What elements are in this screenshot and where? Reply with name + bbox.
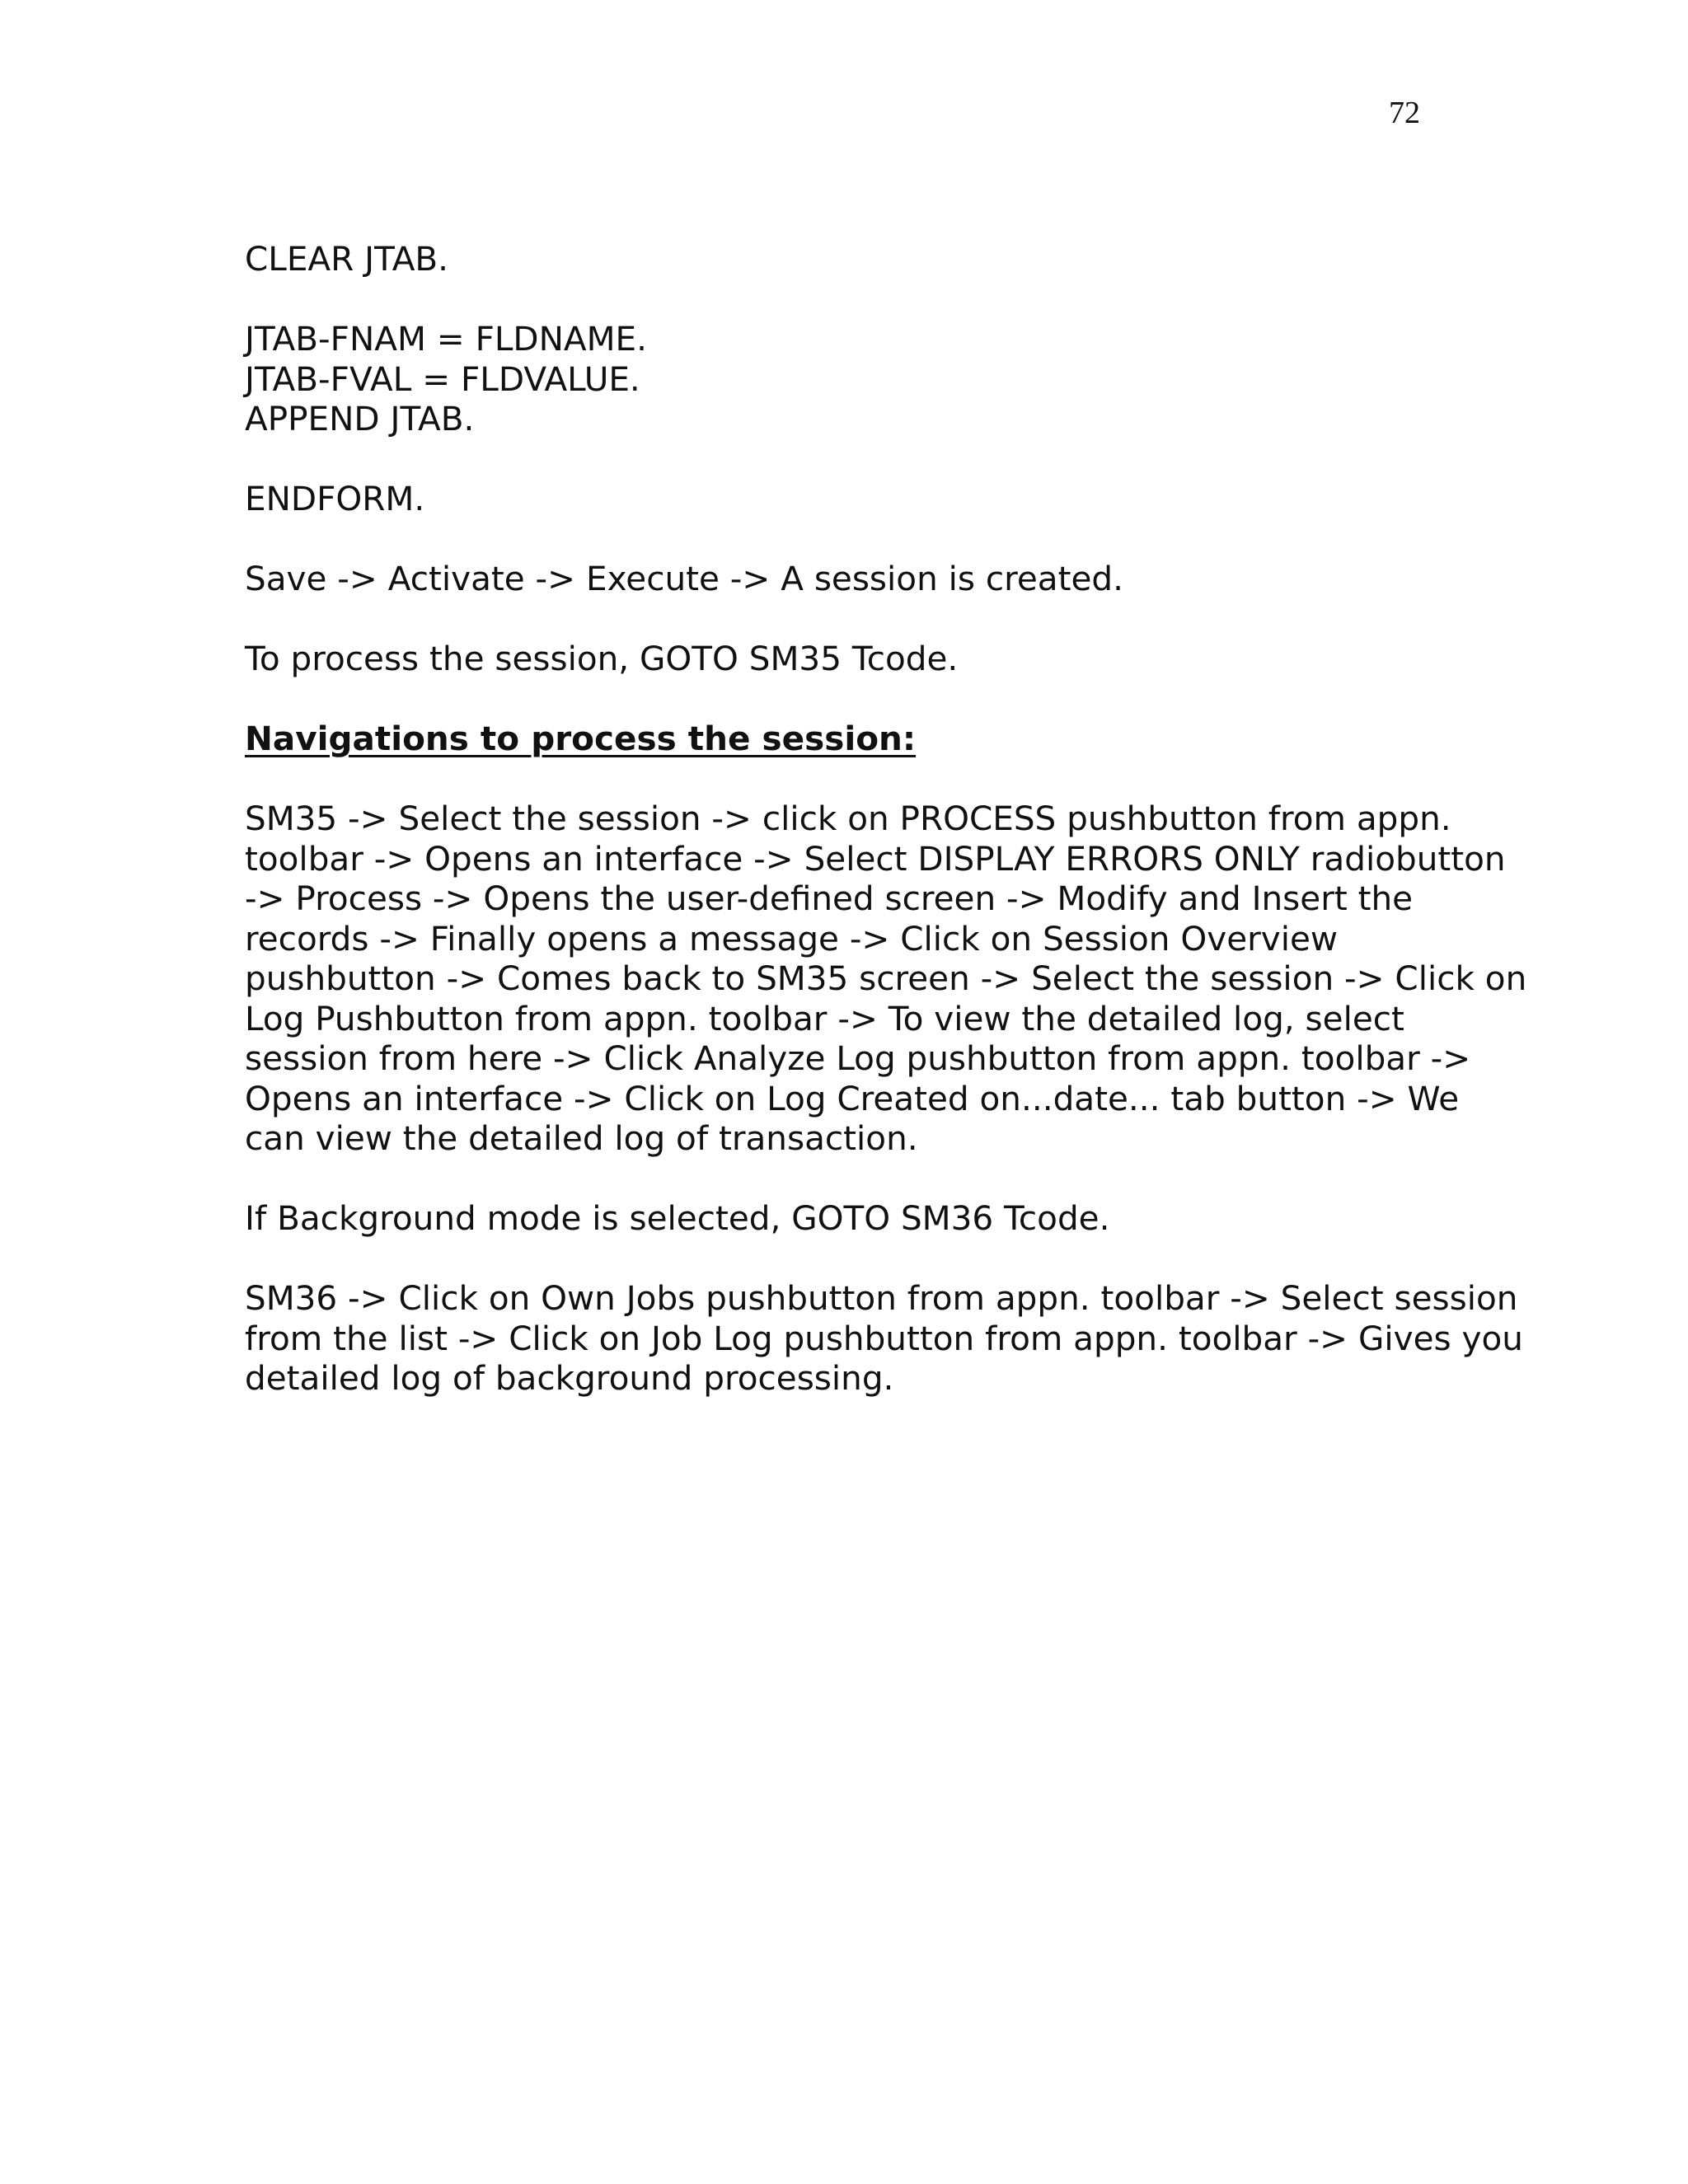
document-body	[245, 239, 1531, 1438]
code-clear-line: CLEAR JTAB.	[245, 239, 449, 279]
paragraph-line: Opens an interface -> Click on Log Created on...date... tab button -> We	[245, 1078, 1460, 1118]
paragraph-line: pushbutton -> Comes back to SM35 screen -> Select the session -> Click on	[245, 958, 1527, 998]
paragraph-line: session from here -> Click Analyze Log pushbutton from appn. toolbar ->	[245, 1038, 1471, 1078]
paragraph-line: can view the detailed log of transaction.	[245, 1118, 918, 1158]
background-intro-paragraph: If Background mode is selected, GOTO SM36 Tcode.	[245, 1198, 1110, 1238]
paragraph-line: Log Pushbutton from appn. toolbar -> To view the detailed log, select	[245, 998, 1404, 1038]
paragraph-line: -> Process -> Opens the user-defined screen -> Modify and Insert the	[245, 879, 1414, 918]
paragraph-line: from the list -> Click on Job Log pushbutton from appn. toolbar -> Gives you	[245, 1318, 1523, 1358]
code-line: APPEND JTAB.	[245, 399, 475, 438]
page-number: 72	[1389, 96, 1420, 130]
code-line: JTAB-FVAL = FLDVALUE.	[245, 359, 640, 399]
save-steps-paragraph: Save -> Activate -> Execute -> A session is created.	[245, 559, 1123, 598]
paragraph-line: detailed log of background processing.	[245, 1358, 894, 1398]
paragraph-line: SM35 -> Select the session -> click on PROCESS pushbutton from appn.	[245, 799, 1451, 838]
section-heading: Navigations to process the session:	[245, 719, 917, 758]
sm35-paragraph	[245, 799, 1531, 1159]
code-line: JTAB-FNAM = FLDNAME.	[245, 319, 648, 359]
paragraph-line: SM36 -> Click on Own Jobs pushbutton from appn. toolbar -> Select session	[245, 1278, 1518, 1318]
code-endform-line: ENDFORM.	[245, 479, 425, 518]
process-intro-paragraph: To process the session, GOTO SM35 Tcode.	[245, 639, 959, 678]
code-block	[245, 319, 1531, 439]
paragraph-line: records -> Finally opens a message -> Click on Session Overview	[245, 918, 1339, 958]
paragraph-line: toolbar -> Opens an interface -> Select DISPLAY ERRORS ONLY radiobutton	[245, 838, 1506, 879]
sm36-paragraph	[245, 1278, 1531, 1399]
